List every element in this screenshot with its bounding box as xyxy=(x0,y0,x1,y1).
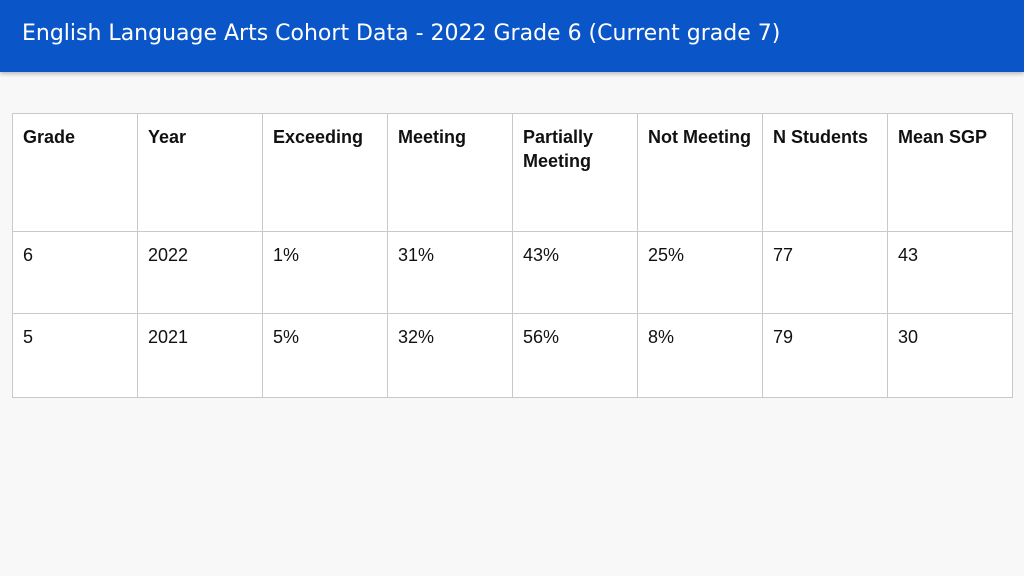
cell-grade: 6 xyxy=(13,232,138,314)
table-header-row xyxy=(13,114,1013,232)
header-not-meeting: Not Meeting xyxy=(638,114,763,232)
header-mean-sgp: Mean SGP xyxy=(888,114,1013,232)
table-row xyxy=(13,314,1013,398)
header-n-students: N Students xyxy=(763,114,888,232)
page-title: English Language Arts Cohort Data - 2022 Grade 6 (Current grade 7) xyxy=(22,21,781,46)
header-meeting: Meeting xyxy=(388,114,513,232)
cell-not-meeting: 8% xyxy=(638,314,763,398)
cell-not-meeting: 25% xyxy=(638,232,763,314)
cell-n-students: 79 xyxy=(763,314,888,398)
cell-n-students: 77 xyxy=(763,232,888,314)
title-bar xyxy=(0,0,1024,72)
cell-partially-meeting: 43% xyxy=(513,232,638,314)
cell-year: 2021 xyxy=(138,314,263,398)
cell-meeting: 31% xyxy=(388,232,513,314)
header-grade: Grade xyxy=(13,114,138,232)
cell-exceeding: 5% xyxy=(263,314,388,398)
table-row xyxy=(13,232,1013,314)
cohort-data-table xyxy=(12,113,1013,398)
cell-meeting: 32% xyxy=(388,314,513,398)
cell-year: 2022 xyxy=(138,232,263,314)
cell-mean-sgp: 43 xyxy=(888,232,1013,314)
cell-exceeding: 1% xyxy=(263,232,388,314)
cell-mean-sgp: 30 xyxy=(888,314,1013,398)
header-partially-meeting: Partially Meeting xyxy=(513,114,638,232)
header-exceeding: Exceeding xyxy=(263,114,388,232)
header-year: Year xyxy=(138,114,263,232)
cell-grade: 5 xyxy=(13,314,138,398)
cell-partially-meeting: 56% xyxy=(513,314,638,398)
